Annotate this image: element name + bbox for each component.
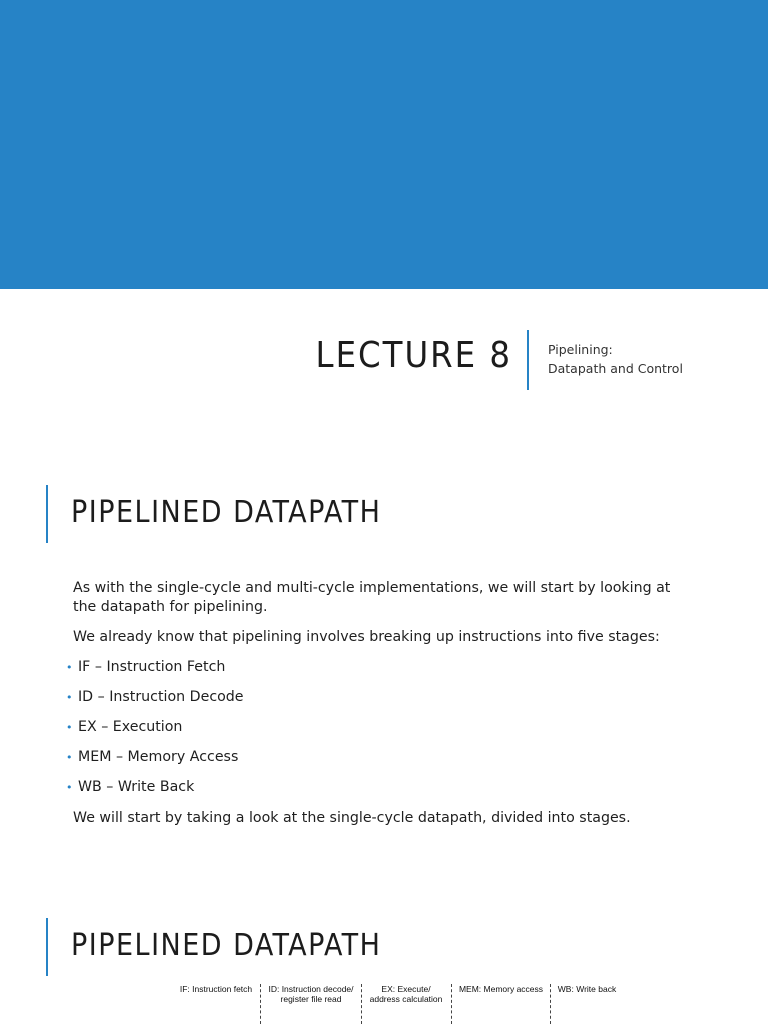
slide-heading: PIPELINED DATAPATH	[71, 928, 382, 963]
stage-label-line: register file read	[280, 994, 342, 1004]
list-item	[66, 658, 244, 688]
bullet-icon: •	[66, 661, 73, 674]
stage-label-id	[262, 984, 360, 1004]
stage-label-ex	[363, 984, 449, 1004]
slide-heading: PIPELINED DATAPATH	[71, 495, 382, 530]
stage-divider	[451, 984, 452, 1024]
stage-label-line: EX: Execute/	[381, 984, 431, 994]
stage-divider	[550, 984, 551, 1024]
bullet-icon: •	[66, 781, 73, 794]
subtitle-line-1: Pipelining:	[548, 342, 613, 357]
list-item	[66, 748, 244, 778]
stage-divider	[361, 984, 362, 1024]
stage-label-line: address calculation	[369, 994, 443, 1004]
stage-list	[66, 658, 244, 808]
bullet-icon: •	[66, 691, 73, 704]
heading-accent-bar	[46, 918, 48, 976]
stage-text: EX – Execution	[78, 719, 183, 735]
intro-text-line-2: the datapath for pipelining.	[73, 599, 268, 615]
stage-label-line: ID: Instruction decode/	[268, 984, 354, 994]
stage-label-line: WB: Write back	[557, 984, 617, 994]
title-banner	[0, 0, 768, 289]
stage-text: IF – Instruction Fetch	[78, 659, 226, 675]
stage-label-wb	[552, 984, 622, 994]
list-item	[66, 718, 244, 748]
closing-text: We will start by taking a look at the single-cycle datapath, divided into stages.	[73, 810, 631, 826]
stages-intro-text: We already know that pipelining involves breaking up instructions into five stages:	[73, 629, 660, 645]
intro-text-line-1: As with the single-cycle and multi-cycle implementations, we will start by looking at	[73, 580, 671, 596]
stage-divider	[260, 984, 261, 1024]
heading-accent-bar	[46, 485, 48, 543]
stage-text: ID – Instruction Decode	[78, 689, 244, 705]
subtitle-line-2: Datapath and Control	[548, 361, 683, 376]
bullet-icon: •	[66, 721, 73, 734]
stage-text: WB – Write Back	[78, 779, 195, 795]
stage-text: MEM – Memory Access	[78, 749, 239, 765]
stage-label-if	[172, 984, 260, 994]
stage-label-mem	[453, 984, 549, 994]
stage-label-line: MEM: Memory access	[458, 984, 544, 994]
list-item	[66, 778, 244, 808]
bullet-icon: •	[66, 751, 73, 764]
list-item	[66, 688, 244, 718]
title-divider	[527, 330, 529, 390]
lecture-title: LECTURE 8	[315, 335, 512, 376]
stage-label-line: IF: Instruction fetch	[179, 984, 253, 994]
